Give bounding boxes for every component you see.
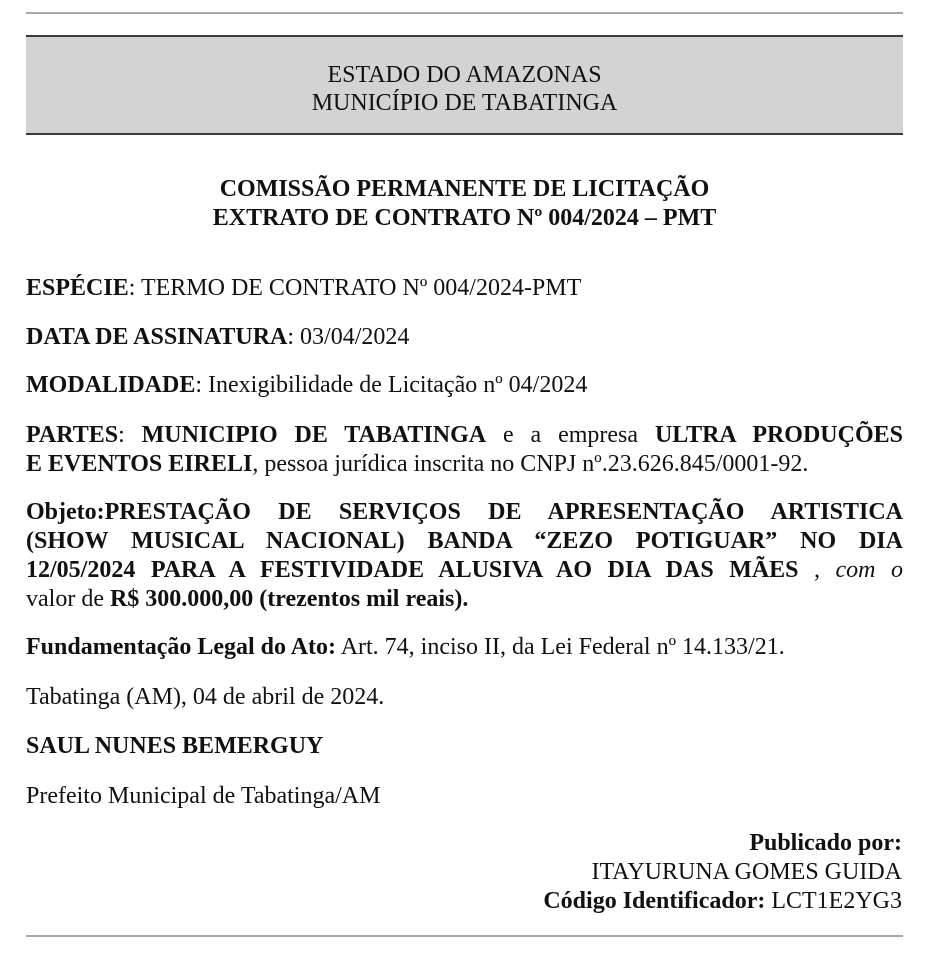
publicado-label	[543, 829, 902, 858]
partes-empresa-2: E EVENTOS EIRELI	[26, 451, 253, 477]
header-band	[26, 35, 903, 135]
publicado-label-text: Publicado por:	[749, 830, 902, 856]
modalidade-line	[26, 371, 903, 400]
codigo-line	[543, 887, 902, 916]
objeto-valor: R$ 300.000,00 (trezentos mil reais).	[109, 586, 469, 612]
objeto-line-2	[26, 527, 903, 556]
partes-label: PARTES	[26, 422, 119, 448]
partes-rest: , pessoa jurídica inscrita no CNPJ nº.23.626.845/0001-92.	[252, 451, 809, 477]
data-assinatura-value: : 03/04/2024	[287, 324, 410, 350]
objeto-valor-prefix: valor de	[26, 586, 110, 612]
data-assinatura-line	[26, 323, 903, 352]
fundamentacao-value: Art. 74, inciso II, da Lei Federal nº 14.133/21.	[336, 634, 785, 660]
partes-municipio: MUNICIPIO DE TABATINGA	[141, 422, 487, 448]
modalidade-value: : Inexigibilidade de Licitação nº 04/2024	[195, 372, 588, 398]
bottom-divider	[26, 935, 903, 937]
partes-sep: :	[118, 422, 142, 448]
fundamentacao-line	[26, 633, 903, 662]
objeto-text-3-rest: , com o	[798, 557, 903, 583]
document-title	[26, 175, 903, 233]
signer-role: Prefeito Municipal de Tabatinga/AM	[26, 783, 381, 809]
objeto-text-2: (SHOW MUSICAL NACIONAL) BANDA “ZEZO POTIGUAR” NO DIA	[26, 528, 903, 554]
local-data: Tabatinga (AM), 04 de abril de 2024.	[26, 684, 385, 710]
top-divider	[26, 12, 903, 14]
objeto-line-3	[26, 556, 903, 585]
header-state: ESTADO DO AMAZONAS	[327, 62, 602, 88]
codigo-label: Código Identificador:	[543, 888, 766, 914]
signer-name	[26, 732, 903, 761]
partes-line-1	[26, 421, 903, 450]
codigo-value: LCT1E2YG3	[765, 888, 902, 914]
especie-label: ESPÉCIE	[26, 275, 129, 301]
publicado-name: ITAYURUNA GOMES GUIDA	[591, 859, 902, 885]
title-extract: EXTRATO DE CONTRATO Nº 004/2024 – PMT	[212, 205, 717, 231]
objeto-line-4	[26, 585, 903, 614]
especie-value: : TERMO DE CONTRATO Nº 004/2024-PMT	[128, 275, 582, 301]
partes-empresa-1: ULTRA PRODUÇÕES	[654, 422, 903, 448]
data-assinatura-label: DATA DE ASSINATURA	[26, 324, 288, 350]
partes-line-2	[26, 450, 903, 479]
objeto-paragraph	[26, 498, 903, 614]
fundamentacao-label: Fundamentação Legal do Ato:	[26, 634, 337, 660]
header-municipality: MUNICÍPIO DE TABATINGA	[311, 90, 618, 116]
objeto-text-3: 12/05/2024 PARA A FESTIVIDADE ALUSIVA AO DIA DAS MÃES	[26, 557, 799, 583]
partes-paragraph	[26, 421, 903, 479]
objeto-line-1	[26, 498, 903, 527]
title-commission: COMISSÃO PERMANENTE DE LICITAÇÃO	[219, 176, 710, 202]
objeto-text-1: Objeto:PRESTAÇÃO DE SERVIÇOS DE APRESENTAÇÃO ARTISTICA	[26, 499, 903, 525]
publication-block	[543, 829, 902, 916]
especie-line	[26, 274, 903, 303]
signer-name-text: SAUL NUNES BEMERGUY	[26, 733, 324, 759]
modalidade-label: MODALIDADE	[26, 372, 196, 398]
partes-mid: e a empresa	[486, 422, 655, 448]
